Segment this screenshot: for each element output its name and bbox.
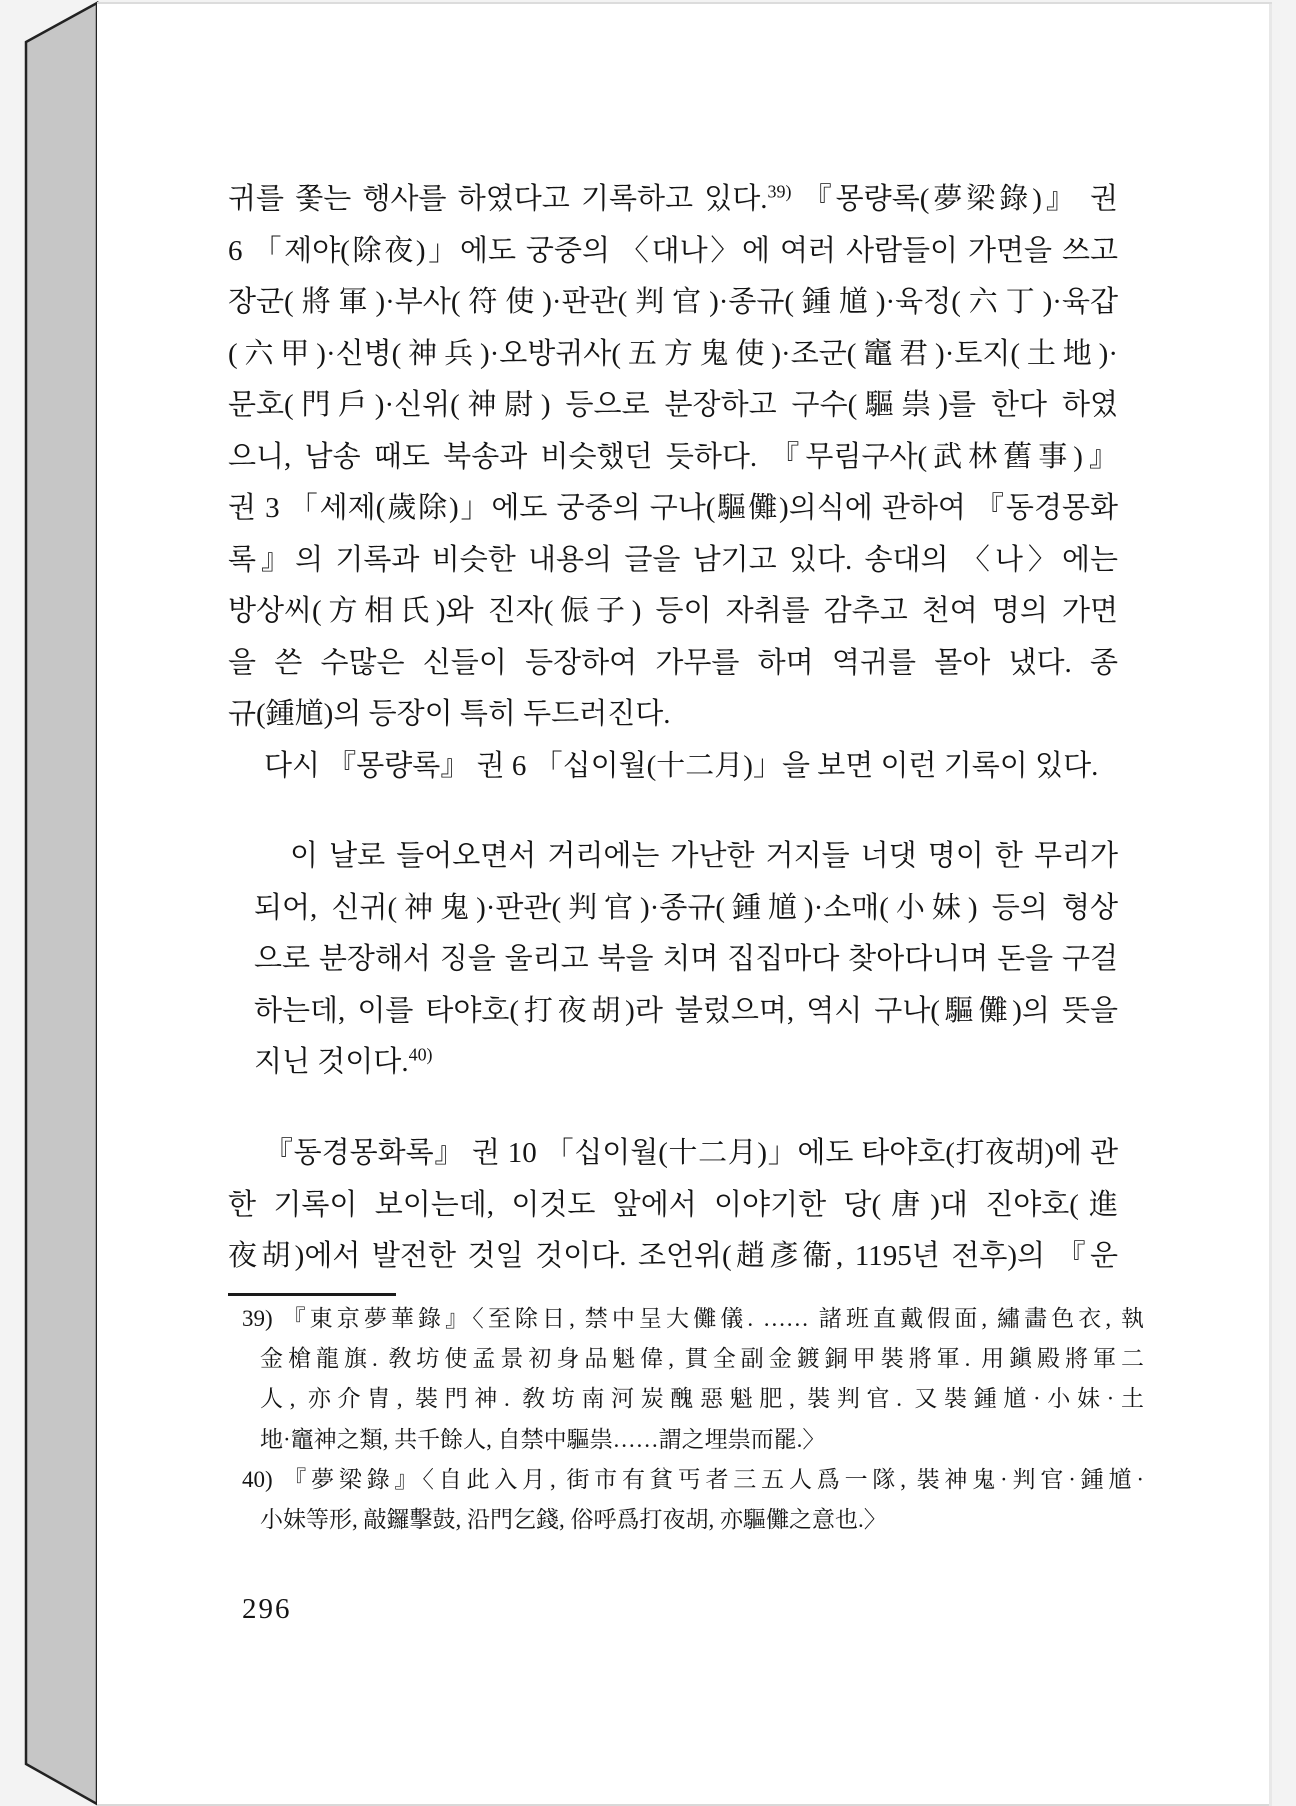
text-line: 귀를 쫓는 행사를 하였다고 기록하고 있다.$^{39)}$ 『몽량록(夢梁錄)』 권 bbox=[228, 181, 1118, 215]
text-line: 한 기록이 보이는데, 이것도 앞에서 이야기한 당(唐)대 진야호(進 bbox=[228, 1188, 1118, 1221]
text-line: 을 쓴 수많은 신들이 등장하여 가무를 하며 역귀를 몰아 냈다. 종 bbox=[228, 646, 1118, 679]
text-line: (六甲)·신병(神兵)·오방귀사(五方鬼使)·조군(竈君)·토지(土地)· bbox=[228, 337, 1118, 370]
text-line: 金槍龍旗. 敎坊使孟景初身品魁偉, 貫全副金鍍銅甲裝將軍. 用鎭殿將軍二 bbox=[260, 1346, 1144, 1372]
text-line: 地·竈神之類, 共千餘人, 自禁中驅祟……謂之埋祟而罷.〉 bbox=[260, 1426, 826, 1452]
footnote-rule bbox=[228, 1293, 396, 1296]
text-line: 문호(門戶)·신위(神尉) 등으로 분장하고 구수(驅祟)를 한다 하였 bbox=[228, 389, 1118, 421]
text-line: 人, 亦介胄, 裝門神. 敎坊南河炭醜惡魁肥, 裝判官. 又裝鍾馗·小妹·土 bbox=[260, 1386, 1144, 1412]
main-text-block bbox=[228, 174, 1118, 792]
footnote-section bbox=[242, 1299, 1144, 1540]
page-stack-edge bbox=[26, 3, 97, 1804]
text-line: 이 날로 들어오면서 거리에는 가난한 거지들 너댓 명이 한 무리가 bbox=[290, 840, 1118, 872]
text-line: 방상씨(方相氏)와 진자(侲子) 등이 자취를 감추고 천여 명의 가면 bbox=[228, 595, 1118, 627]
text-line: 되어, 신귀(神鬼)·판관(判官)·종규(鍾馗)·소매(小妹) 등의 형상 bbox=[254, 891, 1118, 924]
text-line: 장군(將軍)·부사(符使)·판관(判官)·종규(鍾馗)·육정(六丁)·육갑 bbox=[228, 286, 1118, 318]
paragraph-after-quote bbox=[228, 1128, 1118, 1283]
footnote-ref: 39) bbox=[767, 181, 792, 202]
text-line: 으니, 남송 때도 북송과 비슷했던 듯하다. 『무림구사(武林舊事)』 bbox=[228, 440, 1118, 473]
text-line: 小妹等形, 敲鑼擊鼓, 沿門乞錢, 俗呼爲打夜胡, 亦驅儺之意也.〉 bbox=[260, 1506, 887, 1532]
text-line: 39) 『東京夢華錄』〈至除日, 禁中呈大儺儀. …… 諸班直戴假面, 繡畵色衣, 執 bbox=[242, 1306, 1144, 1331]
text-line: 으로 분장해서 징을 울리고 북을 치며 집집마다 찾아다니며 돈을 구걸 bbox=[254, 943, 1118, 975]
text-line: 6 「제야(除夜)」에도 궁중의 〈대나〉에 여러 사람들이 가면을 쓰고 bbox=[228, 234, 1118, 267]
text-line: 록』의 기록과 비슷한 내용의 글을 남기고 있다. 송대의 〈나〉에는 bbox=[228, 543, 1118, 576]
text-line: 지닌 것이다.$^{40)}$ bbox=[254, 1044, 433, 1078]
text-line: 규(鍾馗)의 등장이 특히 두드러진다. bbox=[228, 698, 671, 730]
text-line: 권 3 「세제(歲除)」에도 궁중의 구나(驅儺)의식에 관하여 『동경몽화 bbox=[228, 492, 1118, 524]
book-page bbox=[97, 2, 1272, 1806]
page-number: 296 bbox=[242, 1593, 292, 1625]
text-line: 하는데, 이를 타야호(打夜胡)라 불렀으며, 역시 구나(驅儺)의 뜻을 bbox=[254, 994, 1118, 1027]
text-line: 『동경몽화록』 권 10 「십이월(十二月)」에도 타야호(打夜胡)에 관 bbox=[264, 1137, 1118, 1169]
text-line: 40) 『夢梁錄』〈自此入月, 街市有貧丐者三五人爲一隊, 裝神鬼·判官·鍾馗· bbox=[242, 1466, 1144, 1492]
footnote-ref: 40) bbox=[408, 1044, 433, 1065]
text-line: 다시 『몽량록』 권 6 「십이월(十二月)」을 보면 이런 기록이 있다. bbox=[264, 749, 1099, 782]
text-line: 夜胡)에서 발전한 것일 것이다. 조언위(趙彥衞, 1195년 전후)의 『운 bbox=[228, 1240, 1118, 1272]
block-quote bbox=[254, 831, 1118, 1089]
